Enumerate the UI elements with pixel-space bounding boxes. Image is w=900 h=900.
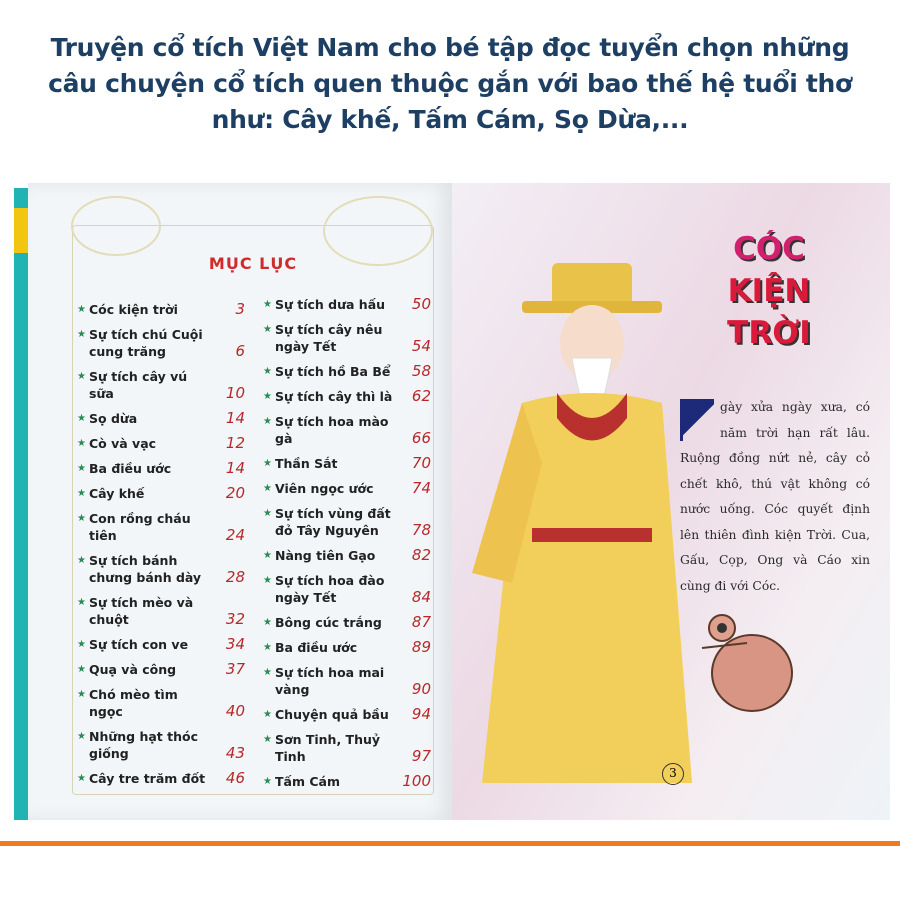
toc-entry-title: Sự tích hoa mai vàng	[275, 665, 385, 697]
star-bullet-icon: ★	[263, 391, 272, 402]
star-bullet-icon: ★	[77, 329, 86, 340]
toc-entry-page: 46	[225, 769, 245, 787]
headline-line: như: Cây khế, Tấm Cám, Sọ Dừa,...	[211, 105, 689, 134]
toc-entry-title: Sự tích cây nêu ngày Tết	[275, 322, 383, 354]
toc-entry	[261, 296, 431, 313]
toc-entry-title: Sọ dừa	[89, 411, 138, 426]
star-bullet-icon: ★	[263, 458, 272, 469]
toc-entry-page: 40	[225, 702, 245, 720]
toc-entry-page: 89	[411, 638, 431, 656]
star-bullet-icon: ★	[263, 299, 272, 310]
toc-entry-page: 20	[225, 484, 245, 502]
headline	[0, 30, 900, 138]
toc-entry-page: 84	[411, 588, 431, 606]
toc-entry-title: Sự tích hoa đào ngày Tết	[275, 573, 385, 605]
toc-entry-page: 100	[402, 772, 431, 790]
toc-column-right	[261, 296, 431, 798]
star-bullet-icon: ★	[263, 734, 272, 745]
star-bullet-icon: ★	[77, 773, 86, 784]
toc-column-left	[75, 301, 245, 795]
star-bullet-icon: ★	[77, 488, 86, 499]
toc-entry	[75, 301, 245, 318]
story-text: gày xửa ngày xưa, có năm trời hạn rất lâu. Ruộng đồng nứt nẻ, cây cỏ chết khô, thú vật không có nước uống. Cóc quyết định lên thiên đình kiện Trời. Cua, Gấu, Cọp, Ong và Cáo xin cùng đi với Cóc.	[680, 400, 870, 593]
star-bullet-icon: ★	[77, 463, 86, 474]
star-bullet-icon: ★	[263, 709, 272, 720]
toc-entry-title: Tấm Cám	[275, 774, 340, 789]
story-title-line: KIỆN	[727, 273, 811, 309]
toc-entry-page: 3	[235, 300, 245, 318]
toc-entry	[261, 413, 431, 447]
toc-entry-page: 10	[225, 384, 245, 402]
star-bullet-icon: ★	[77, 731, 86, 742]
toc-entry-title: Thần Sắt	[275, 456, 338, 471]
toc-entry-title: Cây tre trăm đốt	[89, 771, 206, 786]
star-bullet-icon: ★	[77, 639, 86, 650]
toc-entry	[261, 363, 431, 380]
star-bullet-icon: ★	[77, 413, 86, 424]
star-bullet-icon: ★	[77, 689, 86, 700]
toc-entry	[75, 460, 245, 477]
toc-entry-title: Sự tích hồ Ba Bể	[275, 364, 391, 379]
toc-entry	[261, 614, 431, 631]
toc-entry-page: 97	[411, 747, 431, 765]
toc-entry-page: 94	[411, 705, 431, 723]
star-bullet-icon: ★	[263, 667, 272, 678]
toc-entry-title: Sự tích cây vú sữa	[89, 369, 188, 401]
star-bullet-icon: ★	[263, 575, 272, 586]
toc-entry-title: Sự tích con ve	[89, 637, 189, 652]
toc-entry	[75, 636, 245, 653]
toc-entry	[75, 485, 245, 502]
headline-line: câu chuyện cổ tích quen thuộc gắn với bao thế hệ tuổi thơ	[48, 69, 852, 98]
star-bullet-icon: ★	[263, 324, 272, 335]
toc-entry-page: 6	[235, 342, 245, 360]
toc-entry-page: 62	[411, 387, 431, 405]
toc-entry-page: 50	[411, 295, 431, 313]
toc-entry-title: Sự tích chú Cuội cung trăng	[89, 327, 203, 359]
toc-entry-title: Sơn Tinh, Thuỷ Tinh	[275, 732, 381, 764]
toc-entry-page: 12	[225, 434, 245, 452]
dropcap	[680, 399, 714, 441]
mandarin-illustration	[462, 243, 702, 803]
toc-entry-page: 87	[411, 613, 431, 631]
toc-entry-page: 43	[225, 744, 245, 762]
toc-entry	[75, 510, 245, 544]
toc-entry-page: 14	[225, 459, 245, 477]
toc-entry	[75, 435, 245, 452]
toc-entry-title: Bông cúc trắng	[275, 615, 382, 630]
star-bullet-icon: ★	[77, 555, 86, 566]
toc-entry-title: Sự tích cây thì là	[275, 389, 393, 404]
toc-entry	[75, 410, 245, 427]
toc-entry-title: Viên ngọc ước	[275, 481, 374, 496]
star-bullet-icon: ★	[77, 513, 86, 524]
star-bullet-icon: ★	[263, 366, 272, 377]
toc-entry-title: Những hạt thóc giống	[89, 729, 198, 761]
toc-frame	[72, 225, 434, 795]
toc-entry-page: 32	[225, 610, 245, 628]
toc-entry-page: 28	[225, 568, 245, 586]
toc-entry	[75, 728, 245, 762]
toc-entry-title: Ba điều ước	[89, 461, 172, 476]
toc-entry-page: 82	[411, 546, 431, 564]
star-bullet-icon: ★	[77, 438, 86, 449]
toc-entry	[261, 706, 431, 723]
toc-entry-title: Quạ và công	[89, 662, 177, 677]
toc-title: MỤC LỤC	[208, 254, 298, 273]
toc-entry	[261, 388, 431, 405]
star-bullet-icon: ★	[263, 550, 272, 561]
story-title	[704, 228, 834, 354]
page-number: 3	[662, 763, 684, 785]
book-cover-edge	[14, 188, 28, 820]
toc-entry-page: 74	[411, 479, 431, 497]
toc-entry-page: 78	[411, 521, 431, 539]
toc-entry	[75, 686, 245, 720]
toc-entry-page: 34	[225, 635, 245, 653]
cloud-ornament	[71, 196, 161, 256]
toc-entry	[261, 455, 431, 472]
toc-entry	[261, 731, 431, 765]
toc-entry	[75, 368, 245, 402]
toc-entry	[75, 661, 245, 678]
toc-page	[28, 183, 452, 820]
star-bullet-icon: ★	[77, 664, 86, 675]
star-bullet-icon: ★	[77, 304, 86, 315]
star-bullet-icon: ★	[263, 617, 272, 628]
toc-entry	[261, 773, 431, 790]
toc-entry-page: 24	[225, 526, 245, 544]
toc-entry-page: 58	[411, 362, 431, 380]
star-bullet-icon: ★	[77, 597, 86, 608]
star-bullet-icon: ★	[77, 371, 86, 382]
toc-entry	[75, 326, 245, 360]
toc-entry-title: Con rồng cháu tiên	[89, 511, 191, 543]
toc-entry-title: Cò và vạc	[89, 436, 157, 451]
toc-entry	[261, 639, 431, 656]
toc-entry-title: Chuyện quả bầu	[275, 707, 389, 722]
toc-entry	[75, 594, 245, 628]
toc-entry	[261, 321, 431, 355]
toc-entry	[261, 572, 431, 606]
toc-entry	[261, 480, 431, 497]
open-book	[14, 178, 890, 820]
toc-entry-title: Sự tích dưa hấu	[275, 297, 386, 312]
toc-entry-page: 70	[411, 454, 431, 472]
story-paragraph	[680, 395, 870, 599]
story-title-line: CÓC	[733, 231, 805, 267]
toc-entry-page: 90	[411, 680, 431, 698]
toc-entry	[261, 547, 431, 564]
story-title-line: TRỜI	[727, 315, 811, 351]
toc-entry-title: Sự tích bánh chưng bánh dày	[89, 553, 202, 585]
toc-entry-title: Nàng tiên Gạo	[275, 548, 376, 563]
toc-entry	[75, 770, 245, 787]
toc-entry-title: Sự tích vùng đất đỏ Tây Nguyên	[275, 506, 391, 538]
toc-entry-page: 37	[225, 660, 245, 678]
star-bullet-icon: ★	[263, 642, 272, 653]
toc-entry-title: Sự tích mèo và chuột	[89, 595, 194, 627]
story-page	[452, 183, 890, 820]
star-bullet-icon: ★	[263, 416, 272, 427]
toc-entry-title: Chó mèo tìm ngọc	[89, 687, 178, 719]
toc-entry-page: 54	[411, 337, 431, 355]
toad-illustration	[697, 603, 807, 723]
accent-bar	[0, 841, 900, 846]
toc-entry	[75, 552, 245, 586]
toc-entry-page: 14	[225, 409, 245, 427]
star-bullet-icon: ★	[263, 776, 272, 787]
toc-entry-title: Sự tích hoa mào gà	[275, 414, 389, 446]
toc-entry	[261, 505, 431, 539]
toc-entry-title: Cây khế	[89, 486, 145, 501]
toc-entry-page: 66	[411, 429, 431, 447]
headline-line: Truyện cổ tích Việt Nam cho bé tập đọc tuyển chọn những	[50, 33, 850, 62]
toc-entry-title: Ba điều ước	[275, 640, 358, 655]
toc-entry	[261, 664, 431, 698]
star-bullet-icon: ★	[263, 508, 272, 519]
toc-entry-title: Cóc kiện trời	[89, 302, 178, 317]
star-bullet-icon: ★	[263, 483, 272, 494]
